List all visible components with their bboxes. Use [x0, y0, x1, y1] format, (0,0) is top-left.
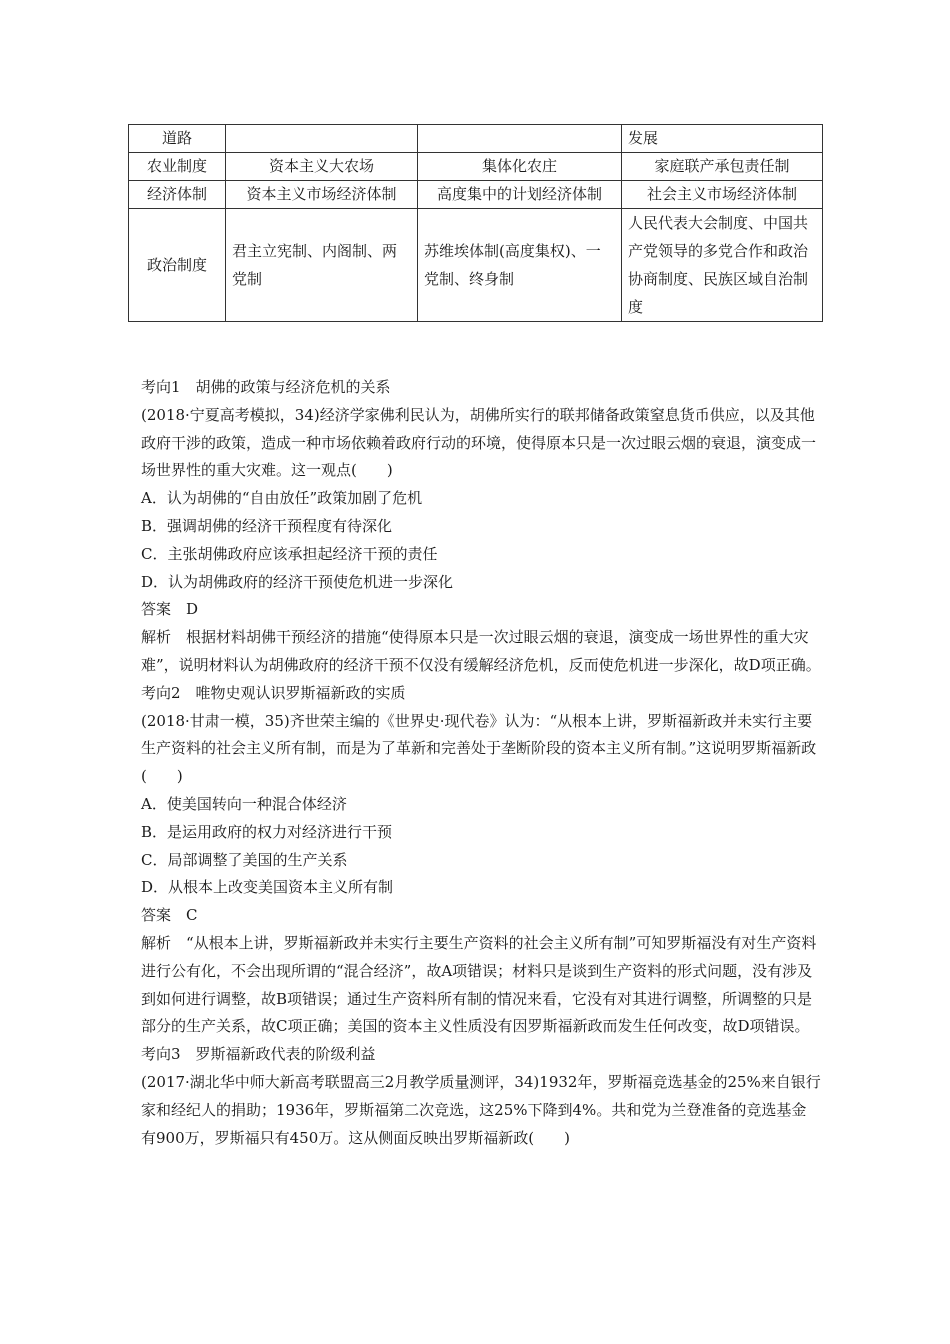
table-cell: 君主立宪制、内阁制、两党制 — [226, 209, 418, 322]
table-cell: 资本主义市场经济体制 — [226, 181, 418, 209]
table-cell: 苏维埃体制(高度集权)、一党制、终身制 — [418, 209, 622, 322]
question-stem: (2018·甘肃一模，35)齐世荣主编的《世界史·现代卷》认为：“从根本上讲，罗斯福新政并未实行主要生产资料的社会主义所有制，而是为了革新和完善处于垄断阶段的资本主义所有制。”这说明罗斯福新政( ) — [141, 711, 817, 786]
option-c: C．主张胡佛政府应该承担起经济干预的责任 — [141, 544, 438, 563]
table-cell: 高度集中的计划经济体制 — [418, 181, 622, 209]
analysis: 解析 根据材料胡佛干预经济的措施“使得原本只是一次过眼云烟的衰退，演变成一场世界性的重大灾难”，说明材料认为胡佛政府的经济干预不仅没有缓解经济危机，反而使危机进一步深化，故D项正确。 — [141, 628, 821, 674]
table-cell: 农业制度 — [129, 153, 226, 181]
question-stem: (2017·湖北华中师大新高考联盟高三2月教学质量测评，34)1932年，罗斯福竞选基金的25%来自银行家和经纪人的捐助；1936年，罗斯福第二次竞选，这25%下降到4%。共和党为兰登准备的竞选基金有900万，罗斯福只有450万。这从侧面反映出罗斯福新政( ) — [141, 1072, 821, 1147]
table-row — [129, 181, 823, 209]
section-heading: 考向3 罗斯福新政代表的阶级利益 — [141, 1045, 376, 1064]
table-cell: 资本主义大农场 — [226, 153, 418, 181]
section-heading: 考向2 唯物史观认识罗斯福新政的实质 — [141, 683, 406, 702]
option-a: A．使美国转向一种混合体经济 — [141, 794, 347, 813]
table-cell: 政治制度 — [129, 209, 226, 322]
comparison-table — [128, 124, 823, 322]
document-body — [141, 374, 821, 1152]
option-d: D．从根本上改变美国资本主义所有制 — [141, 878, 394, 897]
option-b: B．是运用政府的权力对经济进行干预 — [141, 822, 393, 841]
table-cell: 经济体制 — [129, 181, 226, 209]
table-row — [129, 209, 823, 322]
question-stem: (2018·宁夏高考模拟，34)经济学家佛利民认为，胡佛所实行的联邦储备政策窒息货币供应，以及其他政府干涉的政策，造成一种市场依赖着政府行动的环境，使得原本只是一次过眼云烟的衰退，演变成一场世界性的重大灾难。这一观点( ) — [141, 405, 817, 480]
table-cell: 社会主义市场经济体制 — [622, 181, 823, 209]
table-cell — [226, 125, 418, 153]
table-cell: 道路 — [129, 125, 226, 153]
table-cell: 人民代表大会制度、中国共产党领导的多党合作和政治协商制度、民族区域自治制度 — [622, 209, 823, 322]
section-heading: 考向1 胡佛的政策与经济危机的关系 — [141, 378, 391, 396]
option-a: A．认为胡佛的“自由放任”政策加剧了危机 — [141, 489, 423, 508]
answer: 答案 D — [141, 600, 199, 619]
option-b: B．强调胡佛的经济干预程度有待深化 — [141, 516, 393, 535]
option-d: D．认为胡佛政府的经济干预使危机进一步深化 — [141, 572, 454, 591]
table-cell: 集体化农庄 — [418, 153, 622, 181]
option-c: C．局部调整了美国的生产关系 — [141, 850, 348, 869]
table-cell — [418, 125, 622, 153]
table-row — [129, 153, 823, 181]
table-row — [129, 125, 823, 153]
answer: 答案 C — [141, 906, 198, 925]
table-cell: 发展 — [622, 125, 823, 153]
analysis: 解析 “从根本上讲，罗斯福新政并未实行主要生产资料的社会主义所有制”可知罗斯福没有对生产资料进行公有化，不会出现所谓的“混合经济”，故A项错误；材料只是谈到生产资料的形式问题，没有涉及到如何进行调整，故B项错误；通过生产资料所有制的情况来看，它没有对其进行调整，所调整的只是部分的生产关系，故C项正确；美国的资本主义性质没有因罗斯福新政而发生任何改变，故D项错误。 — [141, 933, 817, 1036]
table-cell: 家庭联产承包责任制 — [622, 153, 823, 181]
